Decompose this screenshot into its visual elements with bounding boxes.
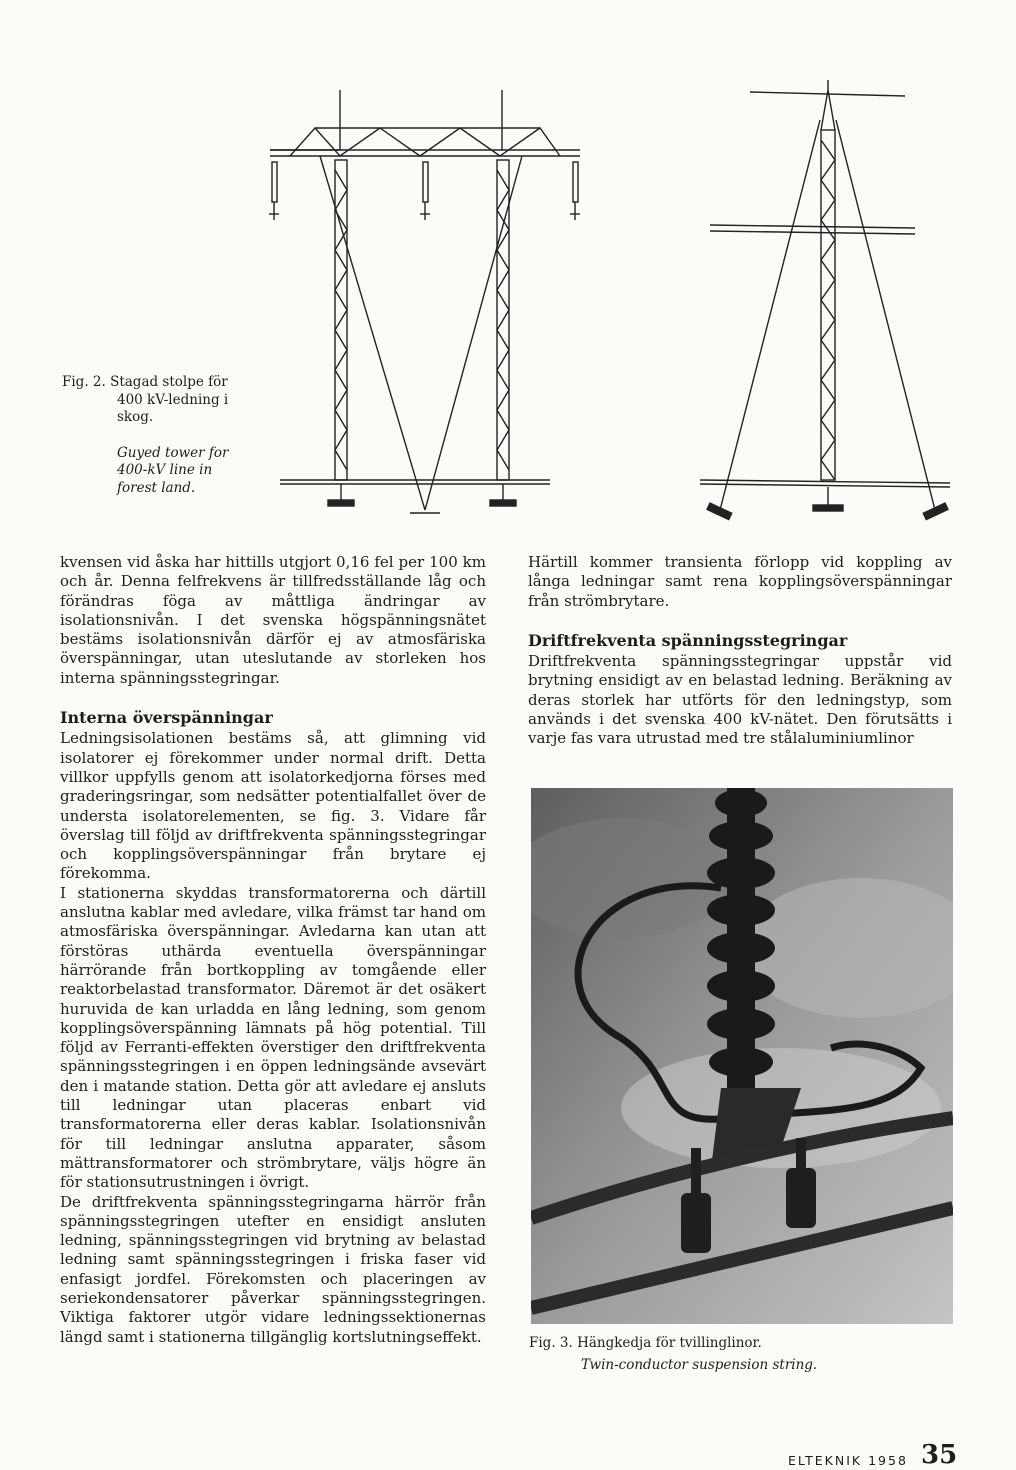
journal-name: ELTEKNIK 1958 [788, 1453, 908, 1468]
caption-sv-line: skog. [117, 409, 154, 425]
right-intro-paragraph: Härtill kommer transienta förlopp vid koppling av långa ledningar samt rena kopplingsöverspänningar från strömbrytare. [528, 553, 952, 610]
figure-2-drawing [260, 80, 960, 530]
body-paragraph: De driftfrekventa spänningsstegringarna härrör från spänningsstegringen utefter en ensidigt ansluten ledning, spänningsstegringen vid brytning av belastad ledning samt spänningsstegringen i friska faser vid enfasigt jordfel. Förekomsten och placeringen av seriekondensatorer påverkar spänningsstegringen. Viktiga faktorer utgör vidare ledningssektionernas längd samt i stationerna tillgänglig kortslutningseffekt. [60, 1192, 486, 1346]
caption-sv-line: 400 kV-ledning i [117, 391, 229, 408]
caption-sv: Fig. 3. Hängkedja för tvillinglinor. [529, 1335, 762, 1351]
caption-sv-line: Fig. 2. Stagad stolpe för [62, 374, 228, 390]
caption-en: Twin-conductor suspension string. [581, 1357, 818, 1373]
section-heading-driftfrekventa: Driftfrekventa spänningsstegringar [528, 630, 848, 650]
section-heading-interna: Interna överspänningar [60, 708, 273, 728]
caption-en-line: 400-kV line in [117, 462, 213, 478]
figure-2-caption [62, 374, 262, 497]
caption-en-line: Guyed tower for [117, 444, 229, 461]
body-paragraph: Driftfrekventa spänningsstegringar uppstår vid brytning ensidigt av en belastad ledning. Beräkning av deras storlek har utförts för den ledningstyp, som används i det svenska 400 kV-nätet. Den förutsätts i varje fas vara utrustad med tre stålaluminiumlinor [528, 652, 952, 748]
body-paragraph: I stationerna skyddas transformatorerna och därtill anslutna kablar med avledare, vilka främst tar hand om atmosfäriska överspänningar. Avledarna kan utan att förstöras uthärda eventuella överspänningar härrörande från bortkoppling av tomgående eller reaktorbelastad transformator. Däremot är det osäkert huruvida de kan urladda en lång ledning, som genom kopplingsöverspänning lämnats på hög potential. Till följd av Ferranti-effekten överstiger den driftfrekventa spänningsstegringen i en öppen ledningsände avsevärt den i matande station. Detta gör att avledare ej ansluts till ledningar utan placeras enbart vid transformatorerna eller deras kablar. Isolationsnivån för till ledningar anslutna apparater, såsom mättransformatorer och strömbrytare, väljs högre än för stationsutrustningen i övrigt. [60, 883, 486, 1192]
figure-3-caption [529, 1332, 949, 1376]
page-number: 35 [921, 1440, 958, 1470]
body-paragraph: Ledningsisolationen bestäms så, att glimning vid isolatorer ej förekommer under normal drift. Detta villkor uppfylls genom att isolatorkedjorna förses med graderingsringar, som nedsätter potentialfallet över de understa isolatorelementen, se fig. 3. Vidare får överslag till följd av driftfrekventa spänningsstegringar och kopplingsöverspänningar från brytare ej förekomma. [60, 729, 486, 883]
left-intro-paragraph: kvensen vid åska har hittills utgjort 0,16 fel per 100 km och år. Denna felfrekvens är tillfredsställande låg och förändras föga av måttliga ändringar av isolationsnivån. I det svenska högspänningsnätet bestäms isolationsnivån därför ej av atmosfäriska överspänningar, utan uteslutande av storleken hos interna spänningsstegringar. [60, 553, 486, 687]
left-column [60, 553, 486, 1347]
right-column [528, 553, 952, 749]
figure-3-photo [531, 788, 953, 1324]
caption-en-line: forest land. [117, 479, 196, 496]
